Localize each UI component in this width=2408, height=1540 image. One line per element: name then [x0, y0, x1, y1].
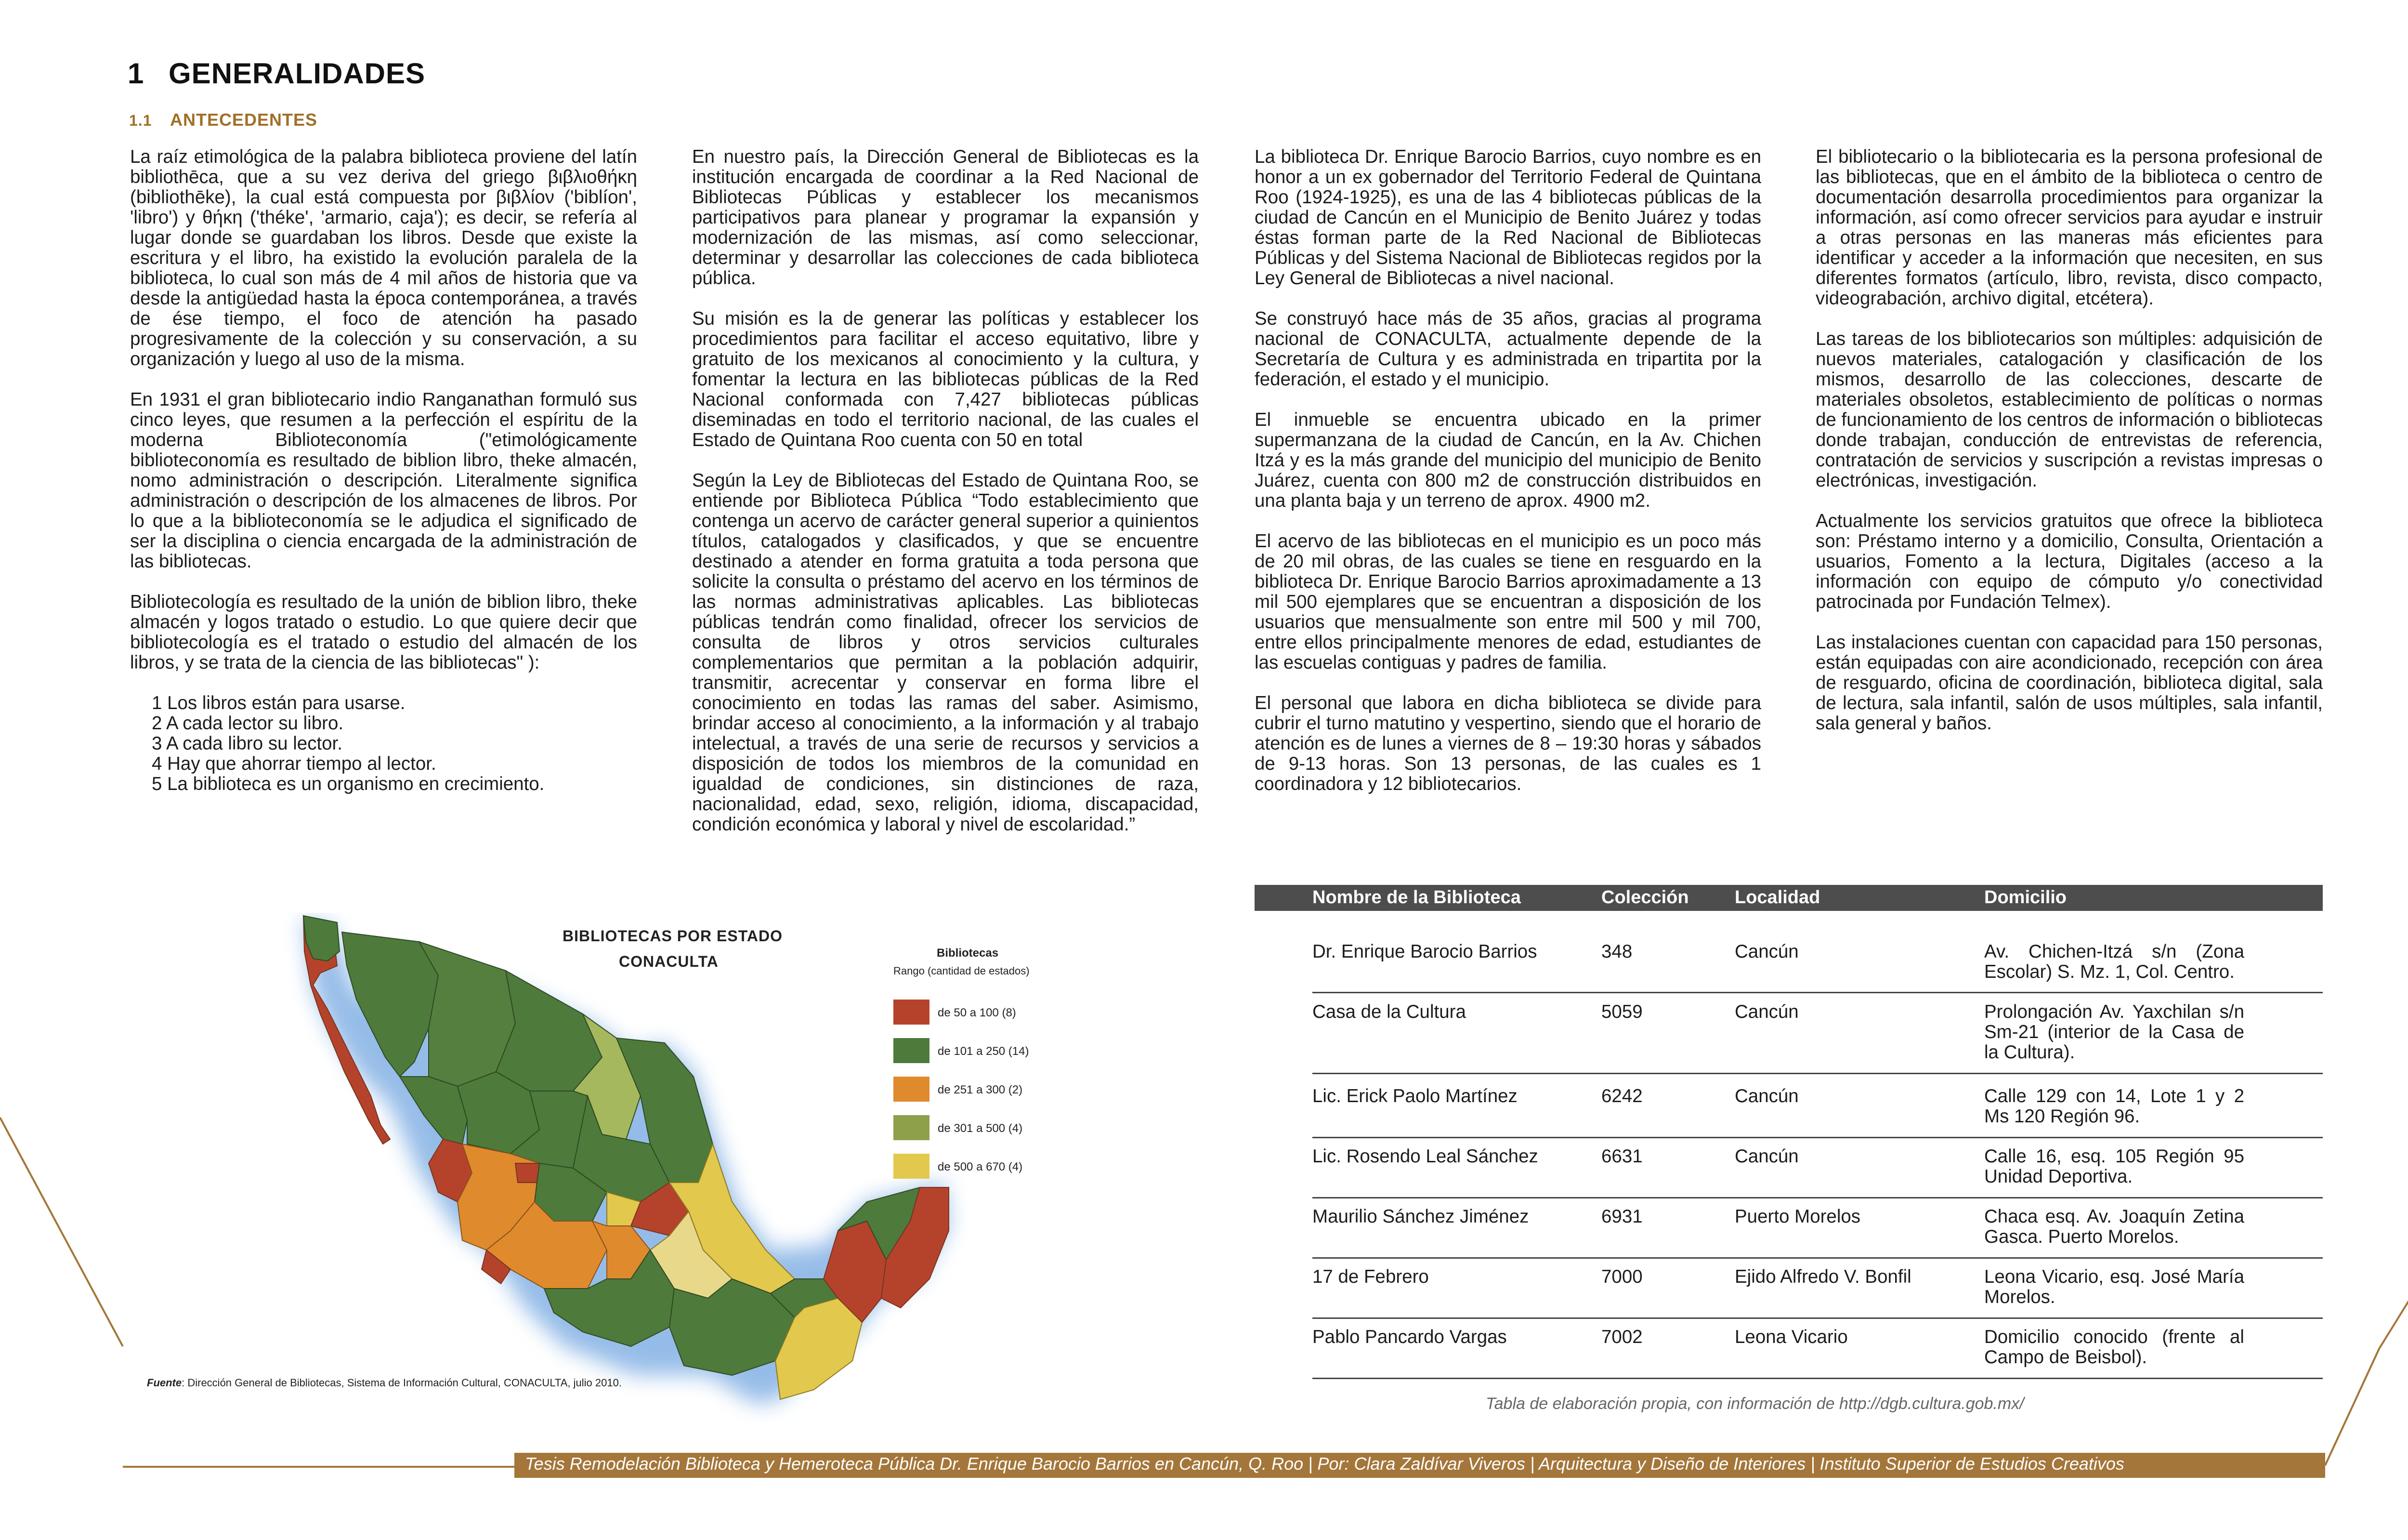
header-locality: Localidad	[1735, 887, 1820, 908]
row-divider	[1312, 1073, 2323, 1074]
cell-name: 17 de Febrero	[1312, 1266, 1429, 1287]
coahuila-shape	[496, 971, 602, 1091]
ranganathan-laws-list	[130, 693, 637, 794]
paragraph: Se construyó hace más de 35 años, gracias al programa nacional de CONACULTA, actualmente depende de la Secretaría de Cultura y es administrada en tripartita por la federación, el estado y el municipio.	[1255, 308, 1761, 390]
cell-collection: 5059	[1601, 1001, 1643, 1022]
row-divider	[1312, 1257, 2323, 1259]
legend-swatch	[893, 1077, 929, 1102]
cell-collection: 6631	[1601, 1146, 1643, 1167]
paragraph: Según la Ley de Bibliotecas del Estado de Quintana Roo, se entiende por Biblioteca Pública “Todo establecimiento que contenga un acervo de carácter general superior a quinientos títulos, catalogados y clasificados, y que se encuentre destinado a atender en forma gratuita a toda persona que solicite la consulta o préstamo del acervo en los términos de las normas administrativas aplicables. Las bibliotecas públicas tendrán como finalidad, ofrecer los servicios de consulta de libros y otros servicios culturales complementarios que permitan a la población adquirir, transmitir, acrecentar y conservar en forma libre el conocimiento en todas las ramas del saber. Asimismo, brindar acceso al conocimiento, a la información y al trabajo intelectual, a través de una serie de recursos y servicios a disposición de todos los miembros de la comunidad en igualdad de condiciones, sin distinciones de raza, nacionalidad, edad, sexo, religión, idioma, discapacidad, condición económica y laboral y nivel de escolaridad.”	[692, 470, 1199, 835]
paragraph: La raíz etimológica de la palabra biblioteca proviene del latín bibliothēca, que a su vez deriva del griego βιβλιοθήκη (bibliothēke), la cual está compuesta por βιβλίον ('biblíon', 'libro') y θήκη ('théke', 'armario, caja'); es decir, se refería al lugar donde se guardaban los libros. Desde que existe la escritura y el libro, ha existido la evolución paralela de la biblioteca, lo cual son más de 4 mil años de historia que va desde la antigüedad hasta la época contemporánea, a través de ése tiempo, el foco de atención ha pasado progresivamente de la colección y su conservación, a su organización y luego al uso de la misma.	[130, 146, 637, 369]
cell-collection: 7002	[1601, 1327, 1643, 1347]
row-divider	[1312, 1137, 2323, 1138]
source-text: : Dirección General de Bibliotecas, Sistema de Información Cultural, CONACULTA, julio 2010.	[182, 1377, 622, 1389]
cell-name: Pablo Pancardo Vargas	[1312, 1327, 1507, 1347]
table-header	[1255, 885, 2323, 911]
map-source	[147, 1377, 622, 1389]
legend-label: de 101 a 250 (14)	[938, 1045, 1029, 1058]
cell-name: Dr. Enrique Barocio Barrios	[1312, 941, 1537, 962]
subsection-title	[129, 110, 317, 130]
cell-address: Domicilio conocido (frente al Campo de Beisbol).	[1984, 1327, 2244, 1368]
cell-collection: 6931	[1601, 1206, 1643, 1227]
paragraph: Bibliotecología es resultado de la unión de biblion libro, theke almacén y logos tratado o estudio. Lo que quiere decir que bibliotecología es el tratado o estudio del almacén de los libros, y se trata de la ciencia de las bibliotecas" ):	[130, 592, 637, 673]
paragraph: El inmueble se encuentra ubicado en la primer supermanzana de la ciudad de Cancún, en la Av. Chichen Itzá y es la más grande del municipio del municipio de Benito Juárez, cuenta con 800 m2 de construcción distribuidos en una planta baja y un terreno de aprox. 4900 m2.	[1255, 409, 1761, 511]
paragraph: El personal que labora en dicha biblioteca se divide para cubrir el turno matutino y vespertino, siendo que el horario de atención es de lunes a viernes de 8 – 19:30 horas y sábados de 9-13 horas. Son 13 personas, de las cuales es 1 coordinadora y 12 bibliotecarios.	[1255, 693, 1761, 794]
paragraph: La biblioteca Dr. Enrique Barocio Barrios, cuyo nombre es en honor a un ex gobernador del Territorio Federal de Quintana Roo (1924-1925), es una de las 4 bibliotecas públicas de la ciudad de Cancún en el Municipio de Benito Juárez y todas éstas forman parte de la Red Nacional de Bibliotecas Públicas y del Sistema Nacional de Bibliotecas regidos por la Ley General de Bibliotecas a nivel nacional.	[1255, 146, 1761, 289]
paragraph: Las tareas de los bibliotecarios son múltiples: adquisición de nuevos materiales, catalogación y clasificación de los mismos, desarrollo de las colecciones, descarte de materiales obsoletos, establecimiento de políticas o normas de funcionamiento de los centros de información o bibliotecas donde trabajan, conducción de entrevistas de referencia, contratación de servicios y suscripción a revistas impresas o electrónicas, investigación.	[1816, 329, 2323, 491]
legend-label: de 500 a 670 (4)	[938, 1160, 1023, 1173]
cell-address: Av. Chichen-Itzá s/n (Zona Escolar) S. Mz. 1, Col. Centro.	[1984, 941, 2244, 982]
section-heading: GENERALIDADES	[169, 57, 426, 90]
text-column-3	[1255, 147, 1761, 815]
text-column-2	[692, 147, 1199, 855]
mexico-libraries-map	[130, 913, 1093, 1443]
cell-address: Calle 16, esq. 105 Región 95 Unidad Deportiva.	[1984, 1146, 2244, 1187]
cell-name: Casa de la Cultura	[1312, 1001, 1466, 1022]
list-item: 2 A cada lector su libro.	[152, 713, 344, 734]
list-item: 4 Hay que ahorrar tiempo al lector.	[152, 753, 436, 774]
row-divider	[1312, 1317, 2323, 1319]
cell-name: Lic. Rosendo Leal Sánchez	[1312, 1146, 1538, 1167]
cell-name: Lic. Erick Paolo Martínez	[1312, 1086, 1518, 1106]
subsection-number: 1.1	[129, 112, 152, 129]
paragraph: En 1931 el gran bibliotecario indio Ranganathan formuló sus cinco leyes, que resumen a la perfección el espíritu de la moderna Biblioteconomía ("etimológicamente biblioteconomía es resultado de biblion libro, theke almacén, nomo administración o descripción. Literalmente significa administración o descripción de los almacenes de libros. Por lo que a la biblioteconomía se le adjudica el significado de ser la disciplina o ciencia encargada de la administración de las bibliotecas.	[130, 389, 637, 572]
text-column-4	[1816, 147, 2323, 754]
text-column-1	[130, 147, 637, 794]
cell-address: Leona Vicario, esq. José María Morelos.	[1984, 1266, 2244, 1307]
legend-label: de 251 a 300 (2)	[938, 1083, 1023, 1096]
paragraph: El bibliotecario o la bibliotecaria es la persona profesional de las bibliotecas, que en el ámbito de la biblioteca o centro de documentación desarrolla procedimientos para organizar la información, así como ofrecer servicios para ayudar e instruir a otras personas en las maneras más eficientes para identificar y acceder a la información que necesiten, en sus diferentes formatos (artículo, libro, revista, disco compacto, videograbación, archivo digital, etcétera).	[1816, 146, 2323, 309]
cell-locality: Cancún	[1735, 941, 1799, 962]
legend-swatch	[893, 1000, 929, 1025]
cell-locality: Ejido Alfredo V. Bonfil	[1735, 1266, 1911, 1287]
table-caption: Tabla de elaboración propia, con información de http://dgb.cultura.gob.mx/	[1486, 1395, 2024, 1413]
header-address: Domicilio	[1984, 887, 2067, 908]
legend-title: Bibliotecas	[937, 947, 999, 960]
cell-locality: Cancún	[1735, 1086, 1799, 1106]
paragraph: Actualmente los servicios gratuitos que ofrece la biblioteca son: Préstamo interno y a domicilio, Consulta, Orientación a usuarios, Fomento a la lectura, Digitales (acceso a la información con equipo de cómputo y/o conectividad patrocinada por Fundación Telmex).	[1816, 511, 2323, 612]
paragraph: En nuestro país, la Dirección General de Bibliotecas es la institución encargada de coordinar a la Red Nacional de Bibliotecas Públicas y establecer los mecanismos participativos para planear y programar la expansión y modernización de las mismas, así como seleccionar, determinar y desarrollar las colecciones de cada biblioteca pública.	[692, 146, 1199, 289]
legend-subtitle: Rango (cantidad de estados)	[893, 965, 1030, 977]
row-divider	[1312, 1197, 2323, 1198]
subsection-heading: ANTECEDENTES	[170, 110, 318, 130]
cell-locality: Cancún	[1735, 1146, 1799, 1167]
section-number: 1	[128, 57, 144, 90]
map-title: BIBLIOTECAS POR ESTADO	[563, 927, 783, 945]
paragraph: Las instalaciones cuentan con capacidad para 150 personas, están equipadas con aire acondicionado, recepción con área de resguardo, oficina de coordinación, biblioteca digital, sala de lectura, sala infantil, salón de usos múltiples, sala infantil, sala general y baños.	[1816, 632, 2323, 734]
row-divider	[1312, 992, 2323, 993]
map-subtitle: CONACULTA	[619, 953, 719, 970]
legend-swatch	[893, 1115, 929, 1140]
cell-locality: Leona Vicario	[1735, 1327, 1848, 1347]
left-frame-line	[0, 1118, 123, 1346]
cell-locality: Cancún	[1735, 1001, 1799, 1022]
header-collection: Colección	[1601, 887, 1689, 908]
legend-swatch	[893, 1154, 929, 1179]
cell-address: Chaca esq. Av. Joaquín Zetina Gasca. Puerto Morelos.	[1984, 1206, 2244, 1247]
list-item: 3 A cada libro su lector.	[152, 733, 342, 754]
cell-locality: Puerto Morelos	[1735, 1206, 1861, 1227]
footer-text: Tesis Remodelación Biblioteca y Hemeroteca Pública Dr. Enrique Barocio Barrios en Cancún, Q. Roo | Por: Clara Zaldívar Viveros | Arquitectura y Diseño de Interiores | Instituto Superior de Estudios Creativos	[525, 1454, 2124, 1474]
row-divider	[1312, 1378, 2323, 1379]
right-frame-line	[2325, 1224, 2408, 1465]
cell-name: Maurilio Sánchez Jiménez	[1312, 1206, 1529, 1227]
paragraph: Su misión es la de generar las políticas y establecer los procedimientos para facilitar el acceso equitativo, libre y gratuito de los mexicanos al conocimiento y la cultura, y fomentar la lectura en las bibliotecas públicas de la Red Nacional conformada con 7,427 bibliotecas públicas diseminadas en todo el territorio nacional, de las cuales el Estado de Quintana Roo cuenta con 50 en total	[692, 308, 1199, 450]
header-name: Nombre de la Biblioteca	[1312, 887, 1521, 908]
aguascalientes-shape	[515, 1163, 539, 1183]
list-item: 1 Los libros están para usarse.	[152, 693, 406, 713]
cell-address: Prolongación Av. Yaxchilan s/n Sm-21 (interior de la Casa de la Cultura).	[1984, 1001, 2244, 1063]
cell-collection: 6242	[1601, 1086, 1643, 1106]
cell-collection: 348	[1601, 941, 1633, 962]
list-item: 5 La biblioteca es un organismo en crecimiento.	[152, 774, 545, 794]
cell-address: Calle 129 con 14, Lote 1 y 2 Ms 120 Región 96.	[1984, 1086, 2244, 1127]
source-label: Fuente	[147, 1377, 182, 1389]
section-title	[128, 57, 425, 90]
legend-label: de 301 a 500 (4)	[938, 1122, 1023, 1135]
cell-collection: 7000	[1601, 1266, 1643, 1287]
legend-swatch	[893, 1038, 929, 1063]
legend-label: de 50 a 100 (8)	[938, 1006, 1016, 1019]
paragraph: El acervo de las bibliotecas en el municipio es un poco más de 20 mil obras, de las cuales se tiene en resguardo en la biblioteca Dr. Enrique Barocio Barrios aproximadamente a 13 mil 500 ejemplares que se encuentran a disposición de los usuarios que mensualmente son entre mil 500 y mil 700, entre ellos principalmente menores de edad, estudiantes de las escuelas contiguas y padres de familia.	[1255, 531, 1761, 673]
